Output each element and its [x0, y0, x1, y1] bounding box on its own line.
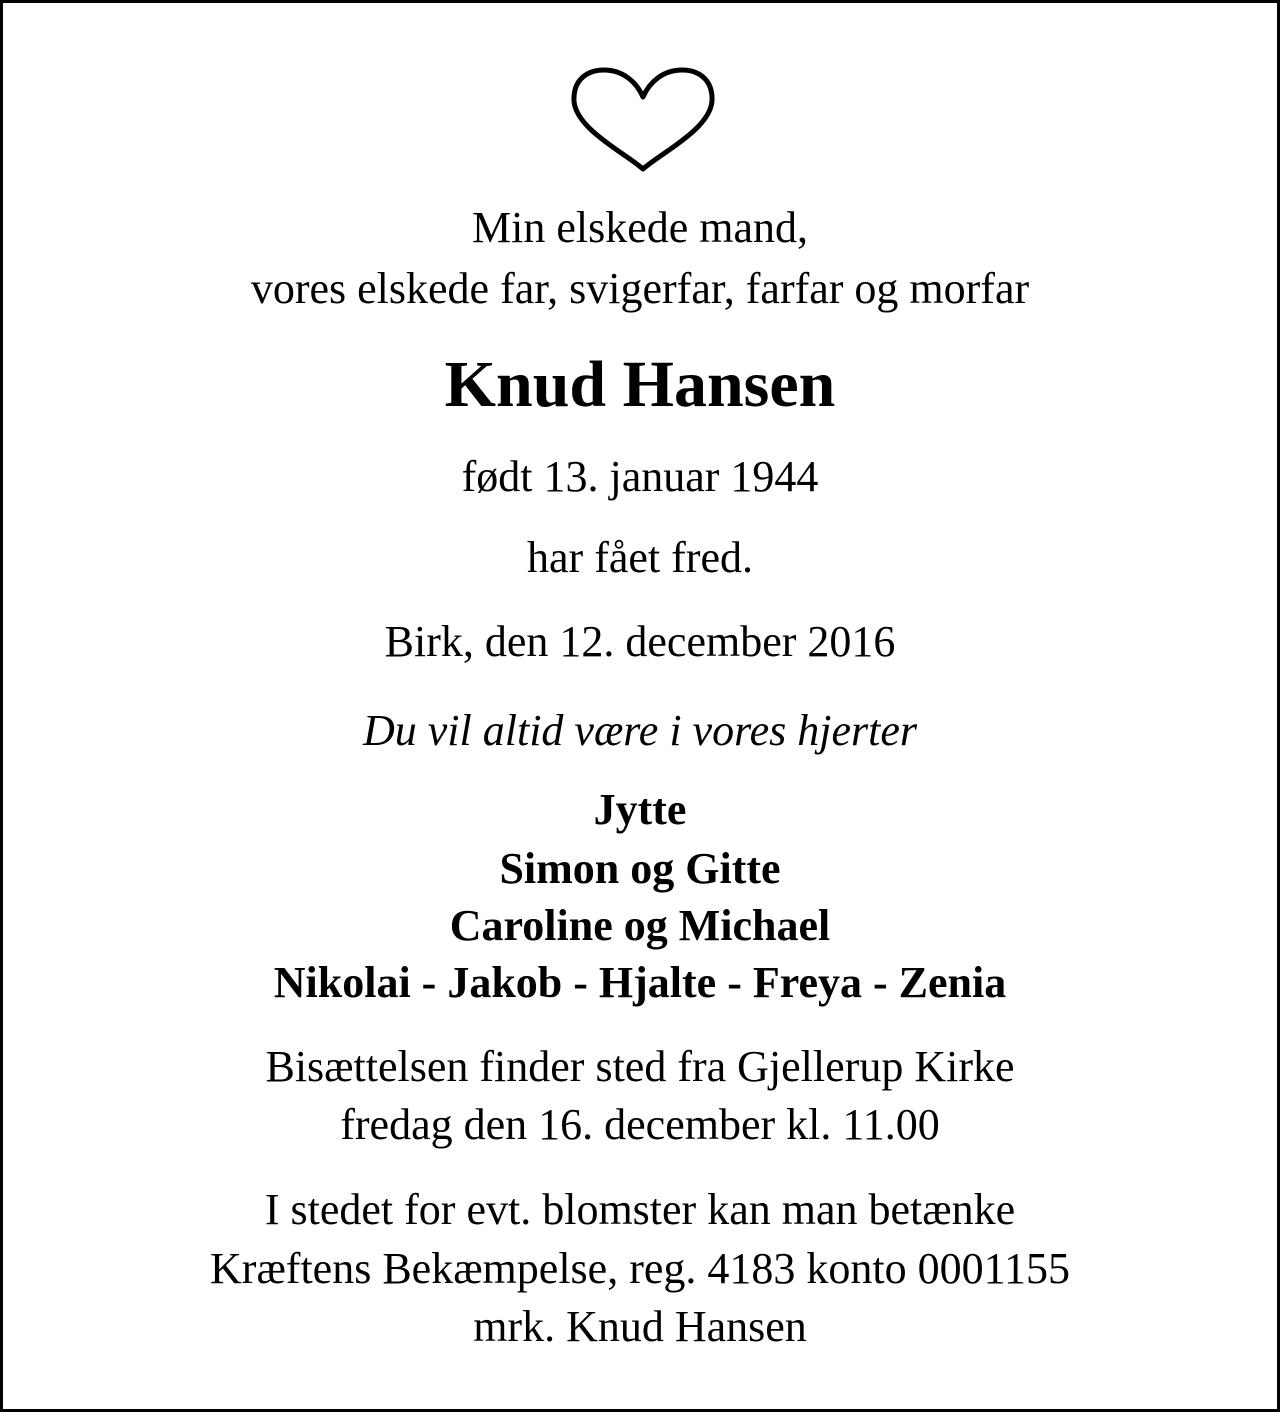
donation-line-3: mrk. Knud Hansen — [473, 1302, 807, 1351]
passed-text: har fået fred. — [527, 533, 753, 582]
birth-date: født 13. januar 1944 — [461, 452, 819, 501]
intro-line-1: Min elskede mand, — [471, 203, 809, 252]
donation-line-2: Kræftens Bekæmpelse, reg. 4183 konto 0001155 — [210, 1244, 1070, 1293]
family-line-1: Jytte — [593, 785, 687, 834]
funeral-line-2: fredag den 16. december kl. 11.00 — [340, 1100, 940, 1149]
family-line-4: Nikolai - Jakob - Hjalte - Freya - Zenia — [273, 958, 1007, 1007]
donation-line-1: I stedet for evt. blomster kan man betænke — [264, 1185, 1016, 1234]
intro-line-2: vores elskede far, svigerfar, farfar og morfar — [250, 264, 1030, 313]
family-line-2: Simon og Gitte — [499, 844, 781, 893]
deceased-name: Knud Hansen — [444, 348, 836, 421]
family-line-3: Caroline og Michael — [449, 901, 831, 950]
place-date: Birk, den 12. december 2016 — [384, 617, 896, 666]
funeral-line-1: Bisættelsen finder sted fra Gjellerup Kirke — [265, 1042, 1015, 1091]
motto: Du vil altid være i vores hjerter — [363, 706, 917, 755]
heart-outline-icon — [570, 67, 716, 173]
